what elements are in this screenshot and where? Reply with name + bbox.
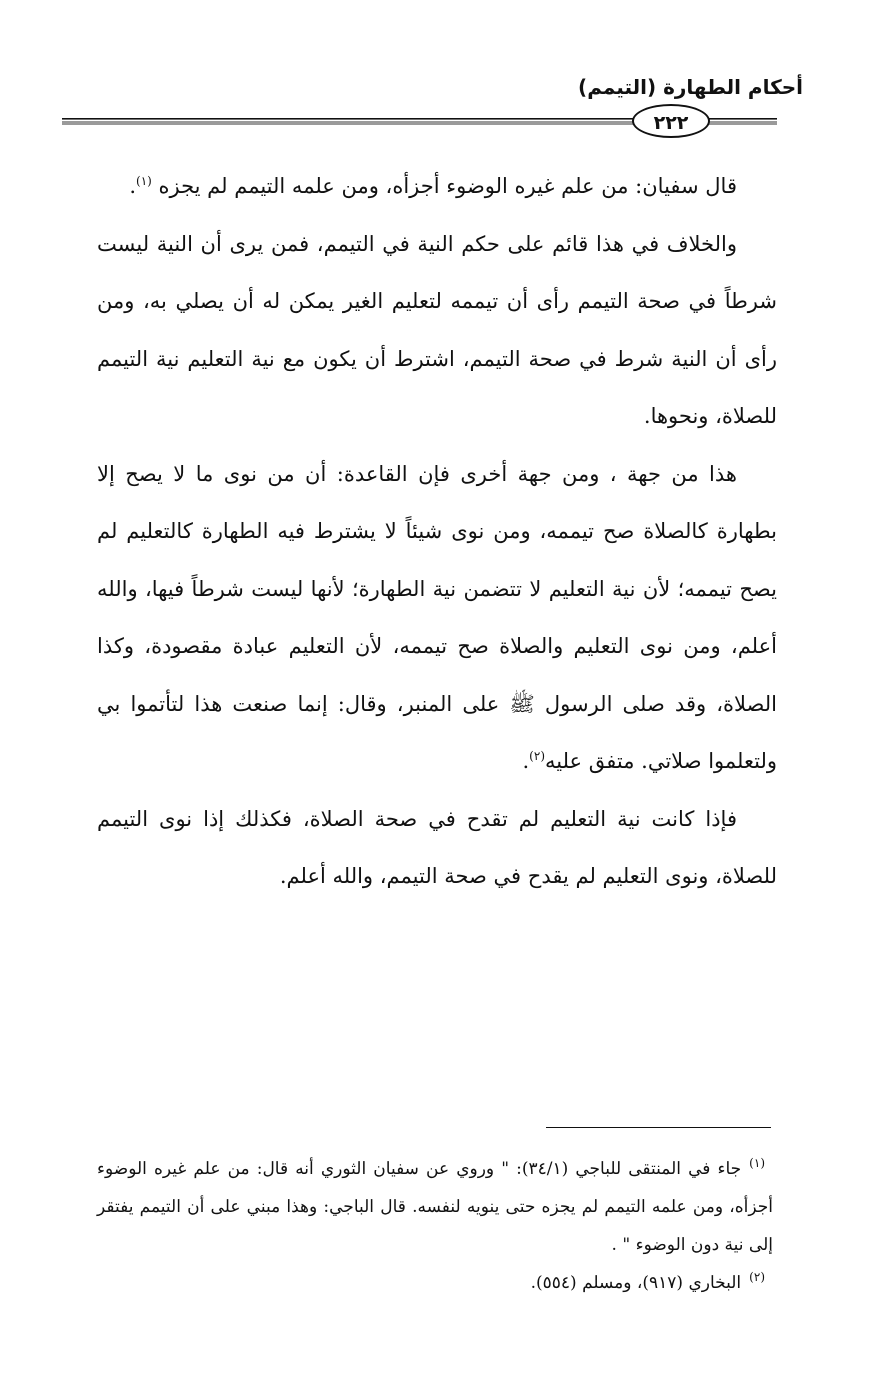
footnote <box>97 1264 773 1302</box>
footnote <box>97 1150 773 1264</box>
footnote-text: جاء في المنتقى للباجي (٣٤/١): " وروي عن سفيان الثوري أنه قال: من علم غيره الوضوء أجزأه، ومن علمه التيمم لم يجزه حتى ينويه لنفسه. قال الباجي: وهذا مبني على أن التيمم يفتقر إلى نية دون الوضوء " . <box>97 1159 773 1255</box>
main-text <box>97 158 777 906</box>
footnote-ref: (١) <box>136 174 152 188</box>
footnote-separator <box>546 1127 771 1128</box>
footnote-ref: (٢) <box>529 749 545 763</box>
footnote-marker: (١) <box>749 1156 765 1171</box>
running-title: أحكام الطهارة (التيمم) <box>578 75 803 99</box>
footnote-marker: (٢) <box>749 1270 765 1285</box>
paragraph: والخلاف في هذا قائم على حكم النية في التيمم، فمن يرى أن النية ليست شرطاً في صحة التيمم رأى أن تيممه لتعليم الغير يمكن له أن يصلي به، ومن رأى أن النية شرط في صحة التيمم، اشترط أن يكون مع نية التعليم نية التيمم للصلاة، ونحوها. <box>97 231 777 428</box>
page-number: ٢٢٢ <box>632 104 710 138</box>
footnotes <box>97 1150 773 1302</box>
paragraph: فإذا كانت نية التعليم لم تقدح في صحة الصلاة، فكذلك إذا نوى التيمم للصلاة، ونوى التعليم لم يقدح في صحة التيمم، والله أعلم. <box>97 806 777 888</box>
footnote-text: البخاري (٩١٧)، ومسلم (٥٥٤). <box>530 1273 742 1293</box>
paragraph: قال سفيان: من علم غيره الوضوء أجزأه، ومن علمه التيمم لم يجزه $^{(١)}$. <box>129 174 737 198</box>
paragraph: هذا من جهة ، ومن جهة أخرى فإن القاعدة: أن من نوى ما لا يصح إلا بطهارة كالصلاة صح تيممه، ومن نوى شيئاً لا يشترط فيه الطهارة كالتعليم لم يصح تيممه؛ لأن نية التعليم لا تتضمن نية الطهارة؛ لأنها ليست شرطاً فيها، والله أعلم، ومن نوى التعليم والصلاة صح تيممه، لأن التعليم عبادة مقصودة، وكذا الصلاة، وقد صلى الرسول ﷺ على المنبر، وقال: إنما صنعت هذا لتأتموا بي ولتعلموا صلاتي. متفق عليه$^{(٢)}$. <box>97 461 777 773</box>
